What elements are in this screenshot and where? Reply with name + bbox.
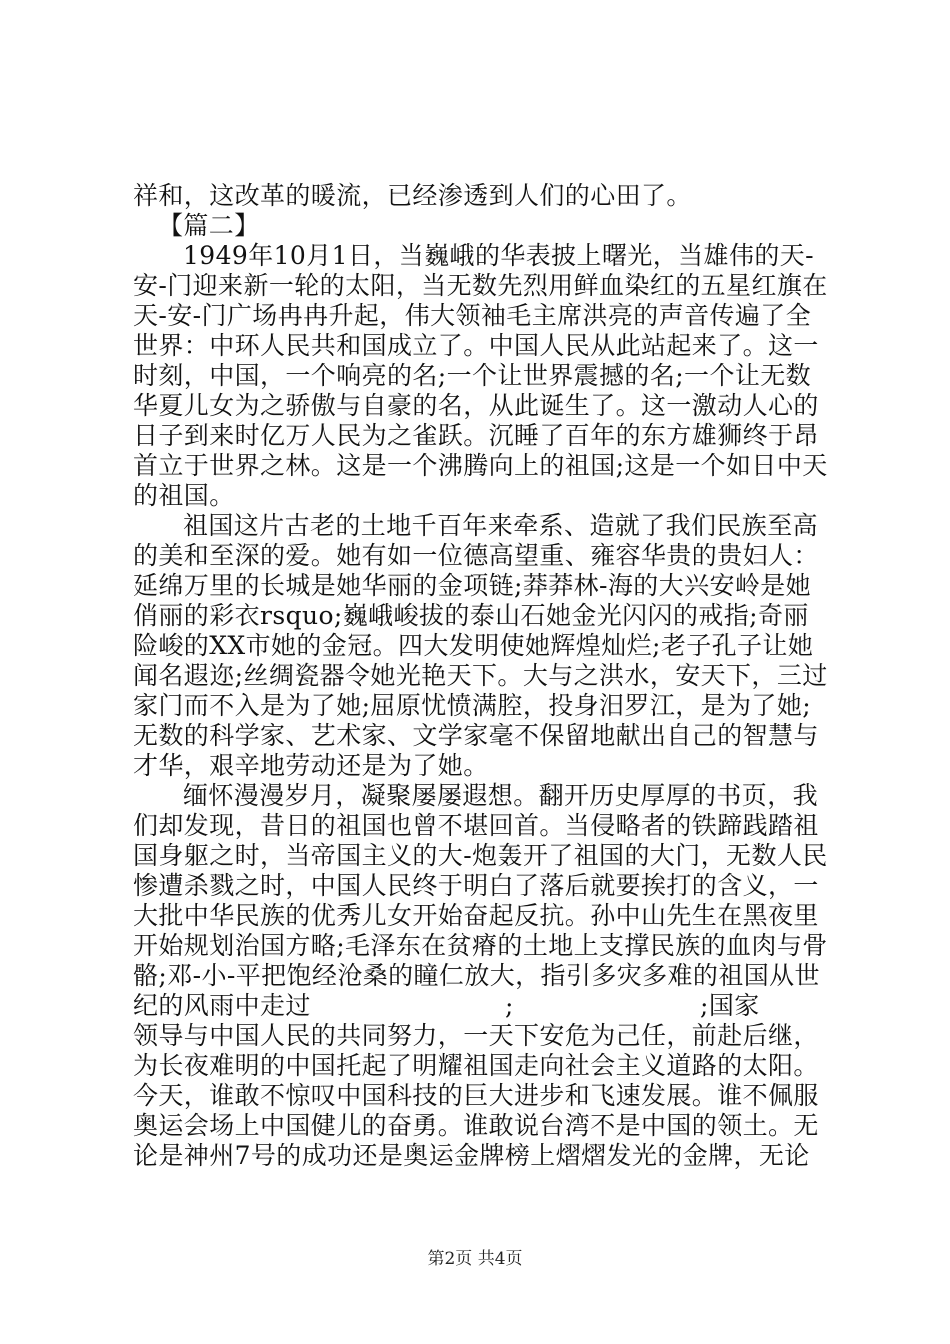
section-heading: 【篇二】 bbox=[158, 211, 260, 240]
text-line: 天-安-门广场冉冉升起，伟大领袖毛主席洪亮的声音传遍了全 bbox=[133, 301, 812, 330]
text-line: 华夏儿女为之骄傲与自豪的名，从此诞生了。这一激动人心的 bbox=[133, 391, 819, 420]
text-line: 险峻的XX市她的金冠。四大发明使她辉煌灿烂;老子孔子让她 bbox=[133, 631, 814, 660]
text-line: 领导与中国人民的共同努力，一天下安危为己任，前赴后继， bbox=[133, 1021, 819, 1050]
text-line: 延绵万里的长城是她华丽的金项链;莽莽林-海的大兴安岭是她 bbox=[133, 571, 812, 600]
text-line: 的美和至深的爱。她有如一位德高望重、雍容华贵的贵妇人： bbox=[133, 541, 819, 570]
paragraph-start: 祖国这片古老的土地千百年来牵系、造就了我们民族至高 bbox=[183, 511, 819, 540]
text-line: 闻名遐迩;丝绸瓷器令她光艳天下。大与之洪水，安天下，三过 bbox=[133, 661, 828, 690]
text-line: 国身躯之时，当帝国主义的大-炮轰开了祖国的大门，无数人民 bbox=[133, 841, 828, 870]
text-line: 俏丽的彩衣rsquo;巍峨峻拔的泰山石她金光闪闪的戒指;奇丽 bbox=[133, 601, 809, 630]
gap-line-left-text: 纪的风雨中走过 bbox=[133, 991, 311, 1020]
paragraph-start: 1949年10月1日，当巍峨的华表披上曙光，当雄伟的天- bbox=[183, 241, 814, 270]
text-line: 论是神州7号的成功还是奥运金牌榜上熠熠发光的金牌，无论 bbox=[133, 1141, 810, 1170]
text-line: 们却发现，昔日的祖国也曾不堪回首。当侵略者的铁蹄践踏祖 bbox=[133, 811, 819, 840]
paragraph-start: 缅怀漫漫岁月，凝聚屡屡遐想。翻开历史厚厚的书页，我 bbox=[183, 781, 819, 810]
text-line: 大批中华民族的优秀儿女开始奋起反抗。孙中山先生在黑夜里 bbox=[133, 901, 819, 930]
text-line: 奥运会场上中国健儿的奋勇。谁敢说台湾不是中国的领土。无 bbox=[133, 1111, 819, 1140]
text-line: 骼;邓-小-平把饱经沧桑的瞳仁放大，指引多灾多难的祖国从世 bbox=[133, 961, 820, 990]
text-line: 为长夜难明的中国托起了明耀祖国走向社会主义道路的太阳。 bbox=[133, 1051, 819, 1080]
text-line: 家门而不入是为了她;屈原忧愤满腔，投身汨罗江，是为了她; bbox=[133, 691, 812, 720]
gap-line-right-text: ;国家 bbox=[700, 991, 760, 1020]
text-line: 的祖国。 bbox=[133, 481, 235, 510]
text-line: 祥和，这改革的暖流，已经渗透到人们的心田了。 bbox=[133, 181, 692, 210]
gap-line bbox=[0, 991, 950, 1021]
gap-line-middle-text: ; bbox=[505, 991, 514, 1020]
text-line: 安-门迎来新一轮的太阳，当无数先烈用鲜血染红的五星红旗在 bbox=[133, 271, 828, 300]
text-line: 无数的科学家、艺术家、文学家毫不保留地献出自己的智慧与 bbox=[133, 721, 819, 750]
text-line: 今天，谁敢不惊叹中国科技的巨大进步和飞速发展。谁不佩服 bbox=[133, 1081, 819, 1110]
text-line: 惨遭杀戮之时，中国人民终于明白了落后就要挨打的含义，一 bbox=[133, 871, 819, 900]
text-line: 世界：中环人民共和国成立了。中国人民从此站起来了。这一 bbox=[133, 331, 819, 360]
text-line: 时刻，中国，一个响亮的名;一个让世界震撼的名;一个让无数 bbox=[133, 361, 812, 390]
page-footer: 第2页 共4页 bbox=[427, 1249, 523, 1269]
text-line: 日子到来时亿万人民为之雀跃。沉睡了百年的东方雄狮终于昂 bbox=[133, 421, 819, 450]
text-line: 首立于世界之林。这是一个沸腾向上的祖国;这是一个如日中天 bbox=[133, 451, 828, 480]
text-line: 才华，艰辛地劳动还是为了她。 bbox=[133, 751, 489, 780]
text-line: 开始规划治国方略;毛泽东在贫瘠的土地上支撑民族的血肉与骨 bbox=[133, 931, 828, 960]
